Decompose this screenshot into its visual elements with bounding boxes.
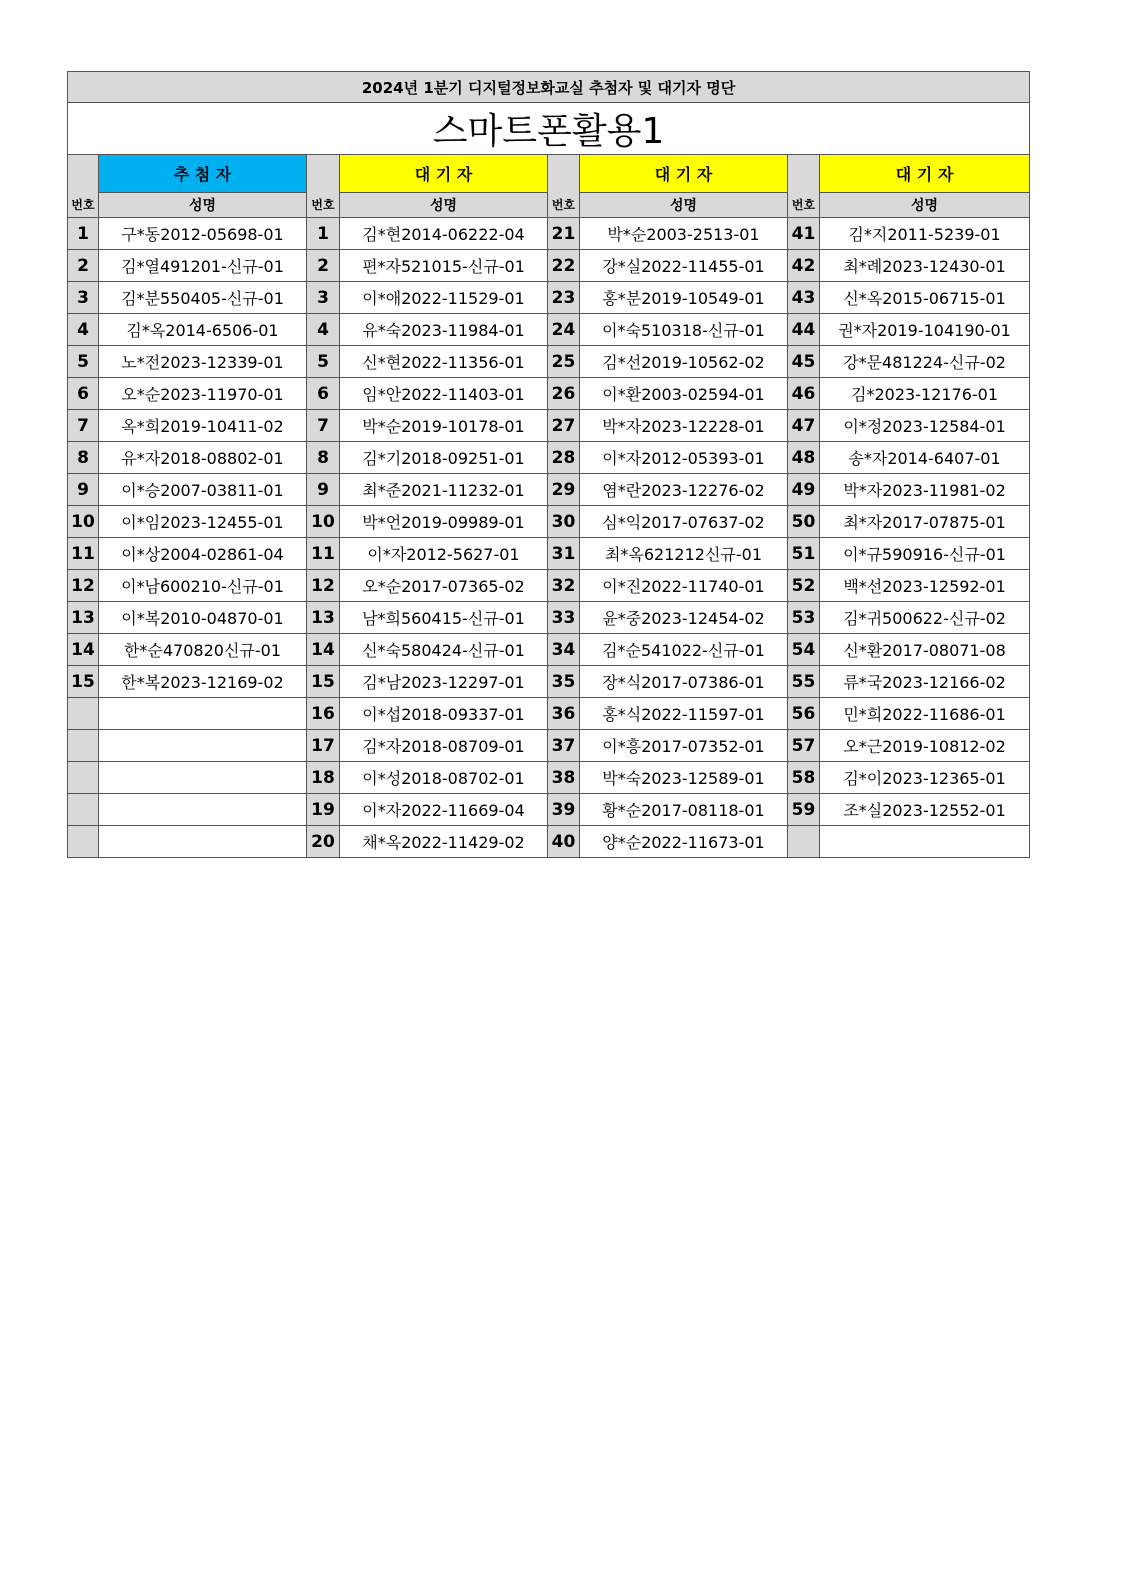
entry-number: 49 (788, 474, 820, 506)
entry-name: 한*복2023-12169-02 (99, 666, 307, 698)
num-header: 번호 (307, 155, 340, 218)
entry-number: 50 (788, 506, 820, 538)
entry-name: 장*식2017-07386-01 (580, 666, 788, 698)
num-header: 번호 (548, 155, 580, 218)
entry-number (68, 698, 99, 730)
entry-name: 심*익2017-07637-02 (580, 506, 788, 538)
entry-number: 1 (307, 218, 340, 250)
waiting-header: 대 기 자 (820, 155, 1030, 193)
entry-number: 34 (548, 634, 580, 666)
table-row (68, 666, 1030, 698)
table-row (68, 570, 1030, 602)
entry-name: 신*옥2015-06715-01 (820, 282, 1030, 314)
entry-name: 박*자2023-12228-01 (580, 410, 788, 442)
entry-name: 이*자2012-5627-01 (340, 538, 548, 570)
entry-name: 오*순2023-11970-01 (99, 378, 307, 410)
table-row (68, 282, 1030, 314)
entry-number (68, 794, 99, 826)
entry-number: 35 (548, 666, 580, 698)
entry-name: 박*순2003-2513-01 (580, 218, 788, 250)
entry-number: 22 (548, 250, 580, 282)
table-row (68, 410, 1030, 442)
entry-number: 46 (788, 378, 820, 410)
entry-number: 55 (788, 666, 820, 698)
entry-name (99, 762, 307, 794)
entry-number: 3 (68, 282, 99, 314)
entry-number (68, 826, 99, 858)
entry-number: 15 (68, 666, 99, 698)
entry-number: 31 (548, 538, 580, 570)
entry-name: 김*분550405-신규-01 (99, 282, 307, 314)
entry-number: 7 (68, 410, 99, 442)
entry-name: 이*정2023-12584-01 (820, 410, 1030, 442)
entry-name: 김*지2011-5239-01 (820, 218, 1030, 250)
entry-name (99, 794, 307, 826)
entry-name (820, 826, 1030, 858)
waiting-header: 대 기 자 (340, 155, 548, 193)
table-row (68, 506, 1030, 538)
entry-name (99, 698, 307, 730)
roster-table (67, 71, 1030, 858)
entry-number: 21 (548, 218, 580, 250)
entry-name: 홍*식2022-11597-01 (580, 698, 788, 730)
entry-number: 48 (788, 442, 820, 474)
table-row (68, 538, 1030, 570)
entry-name: 김*옥2014-6506-01 (99, 314, 307, 346)
entry-name: 이*자2022-11669-04 (340, 794, 548, 826)
entry-number: 4 (68, 314, 99, 346)
waiting-header: 대 기 자 (580, 155, 788, 193)
entry-name: 편*자521015-신규-01 (340, 250, 548, 282)
entry-number: 33 (548, 602, 580, 634)
table-row (68, 442, 1030, 474)
entry-number: 15 (307, 666, 340, 698)
entry-name: 이*자2012-05393-01 (580, 442, 788, 474)
entry-number: 14 (307, 634, 340, 666)
entry-name: 이*섭2018-09337-01 (340, 698, 548, 730)
entry-name: 최*준2021-11232-01 (340, 474, 548, 506)
entry-number (788, 826, 820, 858)
entry-name: 오*근2019-10812-02 (820, 730, 1030, 762)
table-row (68, 794, 1030, 826)
entry-number: 6 (68, 378, 99, 410)
entry-name: 김*귀500622-신규-02 (820, 602, 1030, 634)
entry-name: 이*규590916-신규-01 (820, 538, 1030, 570)
entry-name: 강*실2022-11455-01 (580, 250, 788, 282)
entry-number: 11 (307, 538, 340, 570)
entry-name: 채*옥2022-11429-02 (340, 826, 548, 858)
entry-name: 김*열491201-신규-01 (99, 250, 307, 282)
entry-number: 5 (307, 346, 340, 378)
entry-number: 28 (548, 442, 580, 474)
entry-name: 강*문481224-신규-02 (820, 346, 1030, 378)
entry-name (99, 730, 307, 762)
entry-number: 8 (68, 442, 99, 474)
entry-name: 이*진2022-11740-01 (580, 570, 788, 602)
table-row (68, 730, 1030, 762)
entry-name: 김*기2018-09251-01 (340, 442, 548, 474)
entry-number: 56 (788, 698, 820, 730)
entry-number: 39 (548, 794, 580, 826)
entry-number: 45 (788, 346, 820, 378)
entry-number: 19 (307, 794, 340, 826)
entry-name: 양*순2022-11673-01 (580, 826, 788, 858)
entry-name: 박*순2019-10178-01 (340, 410, 548, 442)
entry-name: 박*언2019-09989-01 (340, 506, 548, 538)
entry-number: 43 (788, 282, 820, 314)
entry-name: 민*희2022-11686-01 (820, 698, 1030, 730)
entry-number: 18 (307, 762, 340, 794)
entry-name: 김*이2023-12365-01 (820, 762, 1030, 794)
entry-number: 41 (788, 218, 820, 250)
entry-name: 황*순2017-08118-01 (580, 794, 788, 826)
entry-name: 이*복2010-04870-01 (99, 602, 307, 634)
entry-number: 20 (307, 826, 340, 858)
entry-number: 57 (788, 730, 820, 762)
table-row (68, 634, 1030, 666)
entry-name: 남*희560415-신규-01 (340, 602, 548, 634)
entry-number: 30 (548, 506, 580, 538)
entry-number: 10 (68, 506, 99, 538)
entry-name: 구*동2012-05698-01 (99, 218, 307, 250)
table-row (68, 218, 1030, 250)
selected-header: 추 첨 자 (99, 155, 307, 193)
entry-name: 김*현2014-06222-04 (340, 218, 548, 250)
entry-number: 38 (548, 762, 580, 794)
entry-number: 53 (788, 602, 820, 634)
entry-name: 이*승2007-03811-01 (99, 474, 307, 506)
entry-name: 김*선2019-10562-02 (580, 346, 788, 378)
entry-name: 신*환2017-08071-08 (820, 634, 1030, 666)
entry-name: 옥*희2019-10411-02 (99, 410, 307, 442)
entry-name: 염*란2023-12276-02 (580, 474, 788, 506)
entry-number: 14 (68, 634, 99, 666)
num-header: 번호 (788, 155, 820, 218)
entry-number: 59 (788, 794, 820, 826)
entry-name: 한*순470820신규-01 (99, 634, 307, 666)
table-row (68, 762, 1030, 794)
entry-name: 류*국2023-12166-02 (820, 666, 1030, 698)
table-row (68, 602, 1030, 634)
entry-number: 3 (307, 282, 340, 314)
entry-number: 27 (548, 410, 580, 442)
entry-number: 37 (548, 730, 580, 762)
entry-number: 29 (548, 474, 580, 506)
num-header: 번호 (68, 155, 99, 218)
entry-number: 1 (68, 218, 99, 250)
entry-number: 26 (548, 378, 580, 410)
table-row (68, 314, 1030, 346)
entry-name: 최*자2017-07875-01 (820, 506, 1030, 538)
entry-number: 5 (68, 346, 99, 378)
name-header: 성명 (820, 193, 1030, 218)
entry-name: 최*례2023-12430-01 (820, 250, 1030, 282)
entry-number: 58 (788, 762, 820, 794)
entry-number: 16 (307, 698, 340, 730)
entry-number: 4 (307, 314, 340, 346)
entry-number: 51 (788, 538, 820, 570)
entry-number: 7 (307, 410, 340, 442)
entry-number: 2 (307, 250, 340, 282)
entry-number: 10 (307, 506, 340, 538)
entry-number: 47 (788, 410, 820, 442)
table-row (68, 826, 1030, 858)
entry-name: 임*안2022-11403-01 (340, 378, 548, 410)
entry-name: 송*자2014-6407-01 (820, 442, 1030, 474)
entry-number: 36 (548, 698, 580, 730)
entry-number: 12 (68, 570, 99, 602)
entry-number: 44 (788, 314, 820, 346)
entry-number: 2 (68, 250, 99, 282)
entry-number: 12 (307, 570, 340, 602)
table-row (68, 378, 1030, 410)
name-header: 성명 (340, 193, 548, 218)
entry-name: 이*성2018-08702-01 (340, 762, 548, 794)
entry-name: 이*상2004-02861-04 (99, 538, 307, 570)
entry-number: 8 (307, 442, 340, 474)
entry-name: 김*자2018-08709-01 (340, 730, 548, 762)
entry-number: 17 (307, 730, 340, 762)
entry-number: 6 (307, 378, 340, 410)
entry-name: 최*옥621212신규-01 (580, 538, 788, 570)
entry-number: 54 (788, 634, 820, 666)
name-header: 성명 (99, 193, 307, 218)
entry-name: 이*임2023-12455-01 (99, 506, 307, 538)
entry-name: 홍*분2019-10549-01 (580, 282, 788, 314)
entry-name: 유*숙2023-11984-01 (340, 314, 548, 346)
table-row (68, 250, 1030, 282)
entry-name: 박*숙2023-12589-01 (580, 762, 788, 794)
name-header: 성명 (580, 193, 788, 218)
entry-name: 김*순541022-신규-01 (580, 634, 788, 666)
entry-name: 신*현2022-11356-01 (340, 346, 548, 378)
page-title: 스마트폰활용1 (68, 103, 1030, 155)
table-row (68, 346, 1030, 378)
roster-sheet (67, 71, 1029, 858)
entry-number (68, 762, 99, 794)
entry-name: 유*자2018-08802-01 (99, 442, 307, 474)
entry-number: 13 (307, 602, 340, 634)
entry-name: 백*선2023-12592-01 (820, 570, 1030, 602)
entry-name: 윤*중2023-12454-02 (580, 602, 788, 634)
entry-name: 박*자2023-11981-02 (820, 474, 1030, 506)
entry-number: 13 (68, 602, 99, 634)
entry-name: 노*전2023-12339-01 (99, 346, 307, 378)
entry-name: 이*남600210-신규-01 (99, 570, 307, 602)
entry-number: 52 (788, 570, 820, 602)
entry-name: 신*숙580424-신규-01 (340, 634, 548, 666)
entry-number: 24 (548, 314, 580, 346)
entry-name: 조*실2023-12552-01 (820, 794, 1030, 826)
entry-number: 32 (548, 570, 580, 602)
entry-name: 이*환2003-02594-01 (580, 378, 788, 410)
entry-number: 23 (548, 282, 580, 314)
table-row (68, 474, 1030, 506)
entry-name: 이*애2022-11529-01 (340, 282, 548, 314)
entry-number: 9 (307, 474, 340, 506)
entry-number: 11 (68, 538, 99, 570)
entry-number: 40 (548, 826, 580, 858)
sheet-caption: 2024년 1분기 디지털정보화교실 추첨자 및 대기자 명단 (68, 72, 1030, 103)
entry-number (68, 730, 99, 762)
entry-number: 9 (68, 474, 99, 506)
entry-name: 김*2023-12176-01 (820, 378, 1030, 410)
entry-name (99, 826, 307, 858)
entry-name: 이*숙510318-신규-01 (580, 314, 788, 346)
entry-name: 김*남2023-12297-01 (340, 666, 548, 698)
entry-name: 오*순2017-07365-02 (340, 570, 548, 602)
entry-name: 권*자2019-104190-01 (820, 314, 1030, 346)
entry-name: 이*흥2017-07352-01 (580, 730, 788, 762)
table-row (68, 698, 1030, 730)
entry-number: 25 (548, 346, 580, 378)
entry-number: 42 (788, 250, 820, 282)
